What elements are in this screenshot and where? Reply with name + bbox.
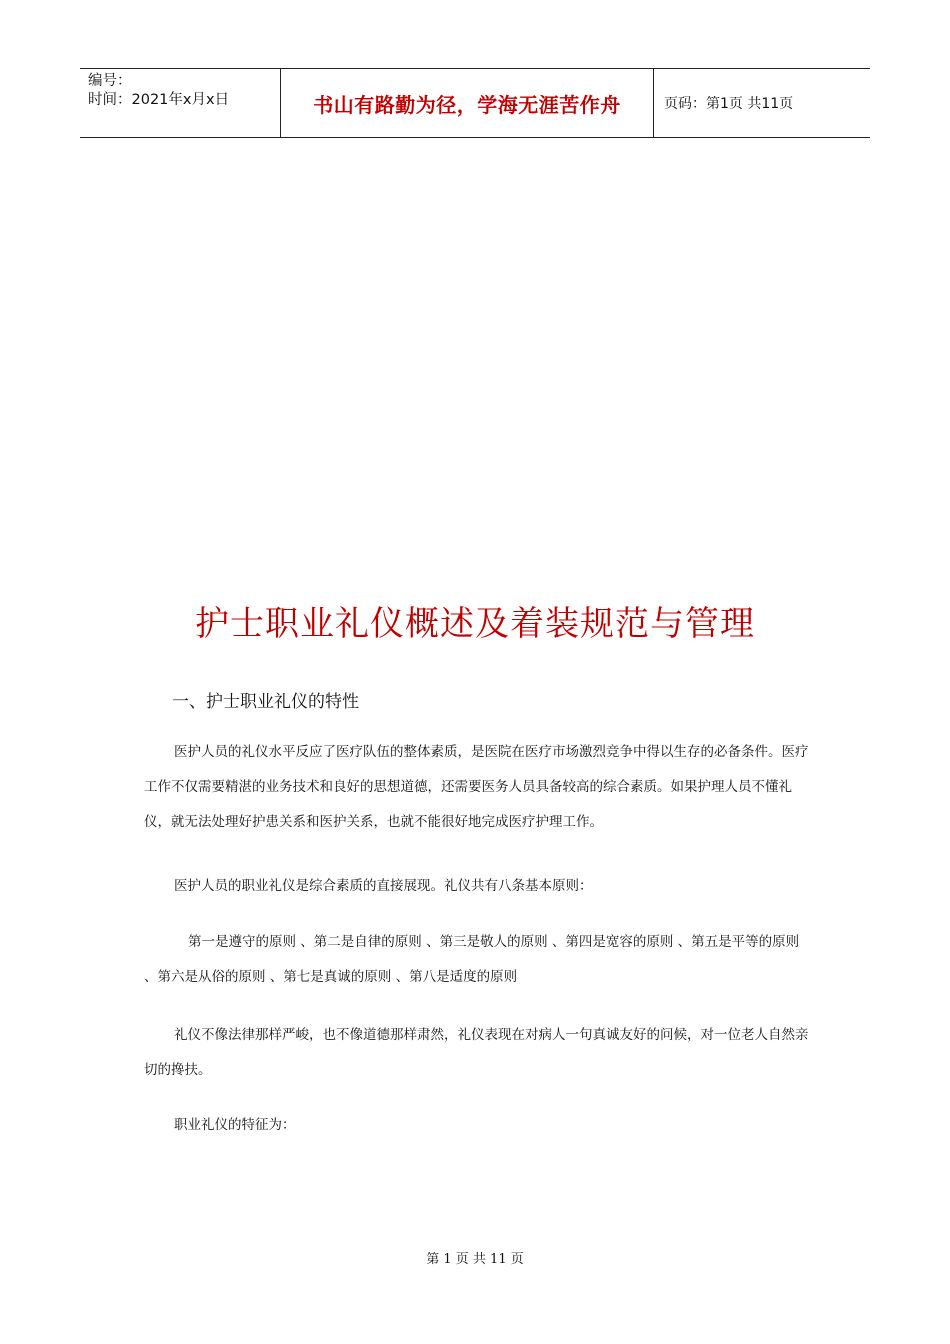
paragraph-2: 医护人员的职业礼仪是综合素质的直接展现。礼仪共有八条基本原则： — [174, 878, 593, 894]
header-page-cell — [654, 69, 870, 137]
paragraph-3: 礼仪不像法律那样严峻，也不像道德那样肃然，礼仪表现在对病人一句真诚友好的问候，对一位老人自然亲切的搀扶。 — [144, 1027, 809, 1078]
paragraph-1: 医护人员的礼仪水平反应了医疗队伍的整体素质，是医院在医疗市场激烈竞争中得以生存的必备条件。医疗工作不仅需要精湛的业务技术和良好的思想道德，还需要医务人员具备较高的综合素质。如果护理人员不懂礼仪，就无法处理好护患关系和医护关系，也就不能很好地完成医疗护理工作。 — [144, 744, 809, 830]
document-date-label: 时间：2021年x月x日 — [88, 92, 230, 108]
section-heading: 一、护士职业礼仪的特性 — [172, 692, 359, 712]
header-table — [80, 68, 870, 138]
header-motto: 书山有路勤为径，学海无涯苦作舟 — [313, 92, 621, 117]
paragraph-4: 职业礼仪的特征为： — [174, 1117, 296, 1133]
paragraph-principles: 第一是遵守的原则 、第二是自律的原则 、第三是敬人的原则 、第四是宽容的原则 、第五是平等的原则 、第六是从俗的原则 、第七是真诚的原则 、第八是适度的原则 — [144, 934, 800, 985]
header-motto-cell — [281, 69, 654, 137]
header-meta-cell — [80, 69, 281, 137]
document-title: 护士职业礼仪概述及着装规范与管理 — [195, 604, 755, 644]
page-footer: 第 1 页 共 11 页 — [426, 1252, 524, 1267]
document-number-label: 编号： — [88, 73, 132, 89]
header-page-label: 页码：第1页 共11页 — [664, 96, 794, 112]
